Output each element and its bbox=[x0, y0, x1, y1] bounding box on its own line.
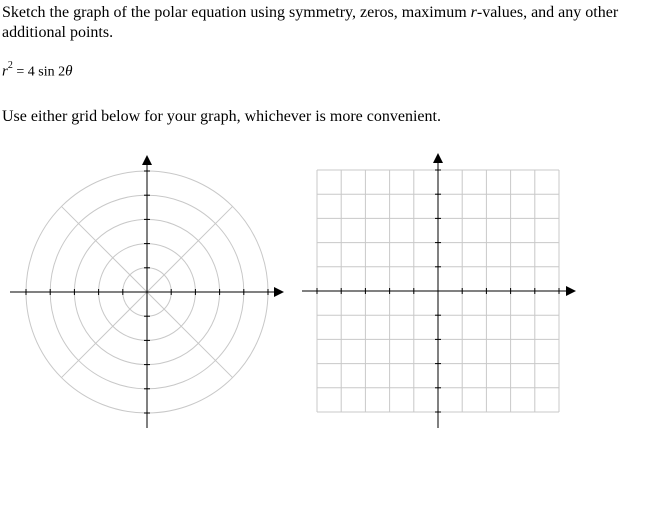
rectangular-grid[interactable] bbox=[302, 155, 574, 428]
equation-rhs: = 4 sin 2 bbox=[16, 64, 66, 80]
polar-spoke bbox=[147, 292, 233, 378]
prompt-variable: r bbox=[470, 4, 477, 21]
polar-spoke bbox=[61, 206, 147, 292]
polar-grid[interactable] bbox=[10, 157, 282, 428]
equation-lhs-variable: r bbox=[2, 63, 8, 80]
instruction-text: Use either grid below for your graph, whichever is more convenient. bbox=[2, 108, 441, 125]
equation-theta: θ bbox=[65, 63, 73, 80]
prompt-text-before: Sketch the graph of the polar equation using symmetry, zeros, maximum bbox=[2, 4, 471, 21]
equation-exponent: 2 bbox=[7, 60, 13, 71]
prompt-text-after: -values, and any other additional points. bbox=[2, 4, 619, 41]
polar-spoke bbox=[61, 292, 147, 378]
polar-spoke bbox=[147, 206, 233, 292]
